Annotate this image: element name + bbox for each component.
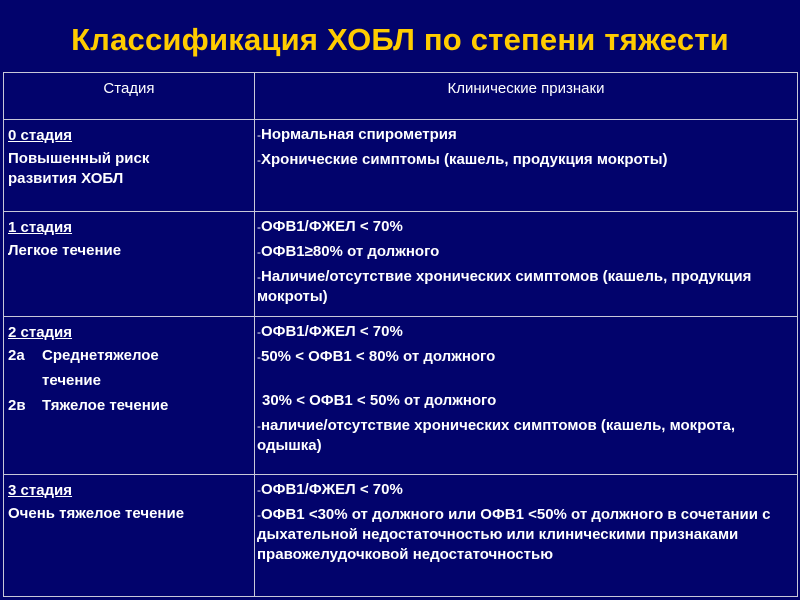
signs-cell [255, 317, 798, 475]
sign-item: -ОФВ1≥80% от должного [257, 243, 440, 260]
substage-code: 2а [8, 347, 25, 364]
slide-title: Классификация ХОБЛ по степени тяжести [71, 22, 729, 57]
substage-line [8, 346, 250, 366]
substage-line [8, 371, 250, 391]
sign-item: -ОФВ1/ФЖЕЛ < 70% [257, 323, 403, 340]
stage-number: 3 стадия [8, 482, 73, 499]
stage-number: 1 стадия [8, 219, 73, 236]
substage-text: Тяжелое течение [42, 397, 169, 414]
sign-item: -Нормальная спирометрия [257, 126, 457, 143]
sign-item: -50% < ОФВ1 < 80% от должного [257, 348, 496, 365]
substage-text: Среднетяжелое [42, 347, 159, 364]
sign-item: -Наличие/отсутствие хронических симптомов (кашель, продукция мокроты) [257, 268, 752, 305]
stage-cell [4, 120, 255, 212]
signs-cell [255, 212, 798, 317]
table-row-stage-0 [4, 120, 798, 212]
stage-cell [4, 212, 255, 317]
stage-cell [4, 317, 255, 475]
stage-number: 0 стадия [8, 127, 73, 144]
header-stage: Стадия [4, 73, 255, 120]
stage-description: Легкое течение [8, 242, 122, 259]
signs-cell [255, 475, 798, 597]
stage-description: развития ХОБЛ [8, 170, 124, 187]
table-header-row [4, 73, 798, 120]
stage-description: Очень тяжелое течение [8, 505, 185, 522]
substage-text: течение [42, 372, 101, 389]
sign-item: -наличие/отсутствие хронических симптомов (кашель, мокрота, одышка) [257, 417, 736, 454]
table-row-stage-1 [4, 212, 798, 317]
sign-item: -Хронические симптомы (кашель, продукция мокроты) [257, 151, 668, 168]
sign-item: 30% < ОФВ1 < 50% от должного [262, 392, 497, 409]
substage-code: 2в [8, 397, 26, 414]
substage-line [8, 396, 250, 416]
copd-classification-table [3, 72, 798, 597]
sign-item: -ОФВ1 <30% от должного или ОФВ1 <50% от должного в сочетании с дыхательной недостаточностью или клиническими признаками правожелудочковой недостаточностью [257, 506, 771, 563]
stage-number: 2 стадия [8, 324, 73, 341]
stage-cell [4, 475, 255, 597]
header-clinical-signs: Клинические признаки [255, 73, 798, 120]
signs-cell [255, 120, 798, 212]
sign-item: -ОФВ1/ФЖЕЛ < 70% [257, 481, 403, 498]
table-row-stage-2 [4, 317, 798, 475]
table-row-stage-3 [4, 475, 798, 597]
stage-description: Повышенный риск [8, 150, 150, 167]
sign-item: -ОФВ1/ФЖЕЛ < 70% [257, 218, 403, 235]
